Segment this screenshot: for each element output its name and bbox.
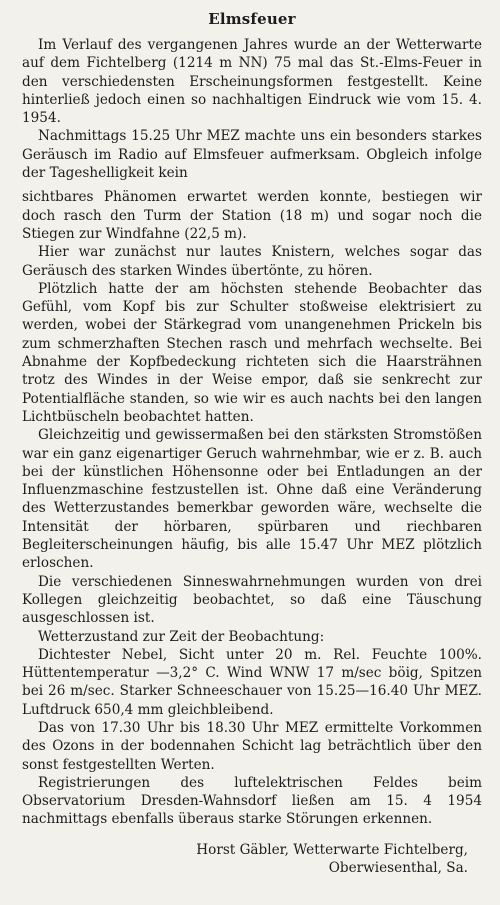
- paragraph-smell: Gleichzeitig und gewissermaßen bei den stärksten Stromstößen war ein ganz eigenartiger Geruch wahrnehmbar, wie er z. B. auch bei der künstlichen Höhensonne oder bei Entladungen an der Influenzmaschine festzustellen ist. Ohne daß eine Veränderung des Wetterzustandes bemerkbar geworden wäre, wechselte die Intensität der hörbaren, spürbaren und riechbaren Begleiterscheinungen häufig, bis alle 15.47 Uhr MEZ plötzlich erloschen.: [22, 427, 482, 572]
- signature-line-1: Horst Gäbler, Wetterwarte Fichtelberg,: [196, 841, 468, 858]
- paragraph-weather-heading: Wetterzustand zur Zeit der Beobachtung:: [38, 628, 325, 645]
- paragraph-crackling: Hier war zunächst nur lautes Knistern, welches sogar das Geräusch des starken Windes übertönte, zu hören.: [22, 244, 482, 279]
- paragraph-ozone: Das von 17.30 Uhr bis 18.30 Uhr MEZ ermittelte Vorkommen des Ozons in der bodennahen Schicht lag beträchtlich über den sonst festgestellten Werten.: [22, 719, 482, 773]
- paragraph-tower-ascent: sichtbares Phänomen erwartet werden konnte, bestiegen wir doch rasch den Turm der Station (18 m) und sogar noch die Stiegen zur Windfahne (22,5 m).: [22, 189, 482, 242]
- paragraph-registrations: Registrierungen des luftelektrischen Feldes beim Observatorium Dresden-Wahnsdorf ließen am 15. 4 1954 nachmittags ebenfalls überaus starke Störungen erkennen.: [22, 774, 482, 828]
- author-signature: [22, 841, 468, 878]
- paragraph-intro: Im Verlauf des vergangenen Jahres wurde an der Wetterwarte auf dem Fichtelberg (1214 m NN) 75 mal das St.-Elms-Feuer in den verschiedensten Erscheinungsformen festgestellt. Keine hinterließ jedoch einen so nachhaltigen Eindruck wie vom 15. 4. 1954.: [22, 37, 482, 127]
- paragraph-observers: Die verschiedenen Sinneswahrnehmungen wurden von drei Kollegen gleichzeitig beobachtet, so daß eine Täuschung ausgeschlossen ist.: [22, 573, 482, 627]
- signature-line-2: Oberwiesenthal, Sa.: [328, 860, 468, 877]
- paragraph-weather-details: Dichtester Nebel, Sicht unter 20 m. Rel. Feuchte 100%. Hüttentemperatur —3,2° C. Wind WNW 17 m/sec böig, Spitzen bei 26 m/sec. Starker Schneeschauer von 15.25—16.40 Uhr MEZ. Luftdruck 650,4 mm gleichbleibend.: [22, 646, 482, 718]
- paragraph-electrification: Plötzlich hatte der am höchsten stehende Beobachter das Gefühl, vom Kopf bis zur Schulter stoßweise elektrisiert zu werden, wobei der Stärkegrad vom unangenehmen Prickeln bis zum schmerzhaften Stechen rasch und mehrfach wechselte. Bei Abnahme der Kopfbedeckung richteten sich die Haarsträhnen trotz des Windes in der Weise empor, daß sie senkrecht zur Potentialfläche standen, so wie wir es auch nachts bei den langen Lichtbüscheln beobachtet hatten.: [22, 280, 482, 425]
- article-title: Elmsfeuer: [208, 10, 296, 28]
- paragraph-radio-noise: Nachmittags 15.25 Uhr MEZ machte uns ein besonders starkes Geräusch im Radio auf Elmsfeuer aufmerksam. Obgleich infolge der Tageshelligkeit kein: [22, 128, 482, 182]
